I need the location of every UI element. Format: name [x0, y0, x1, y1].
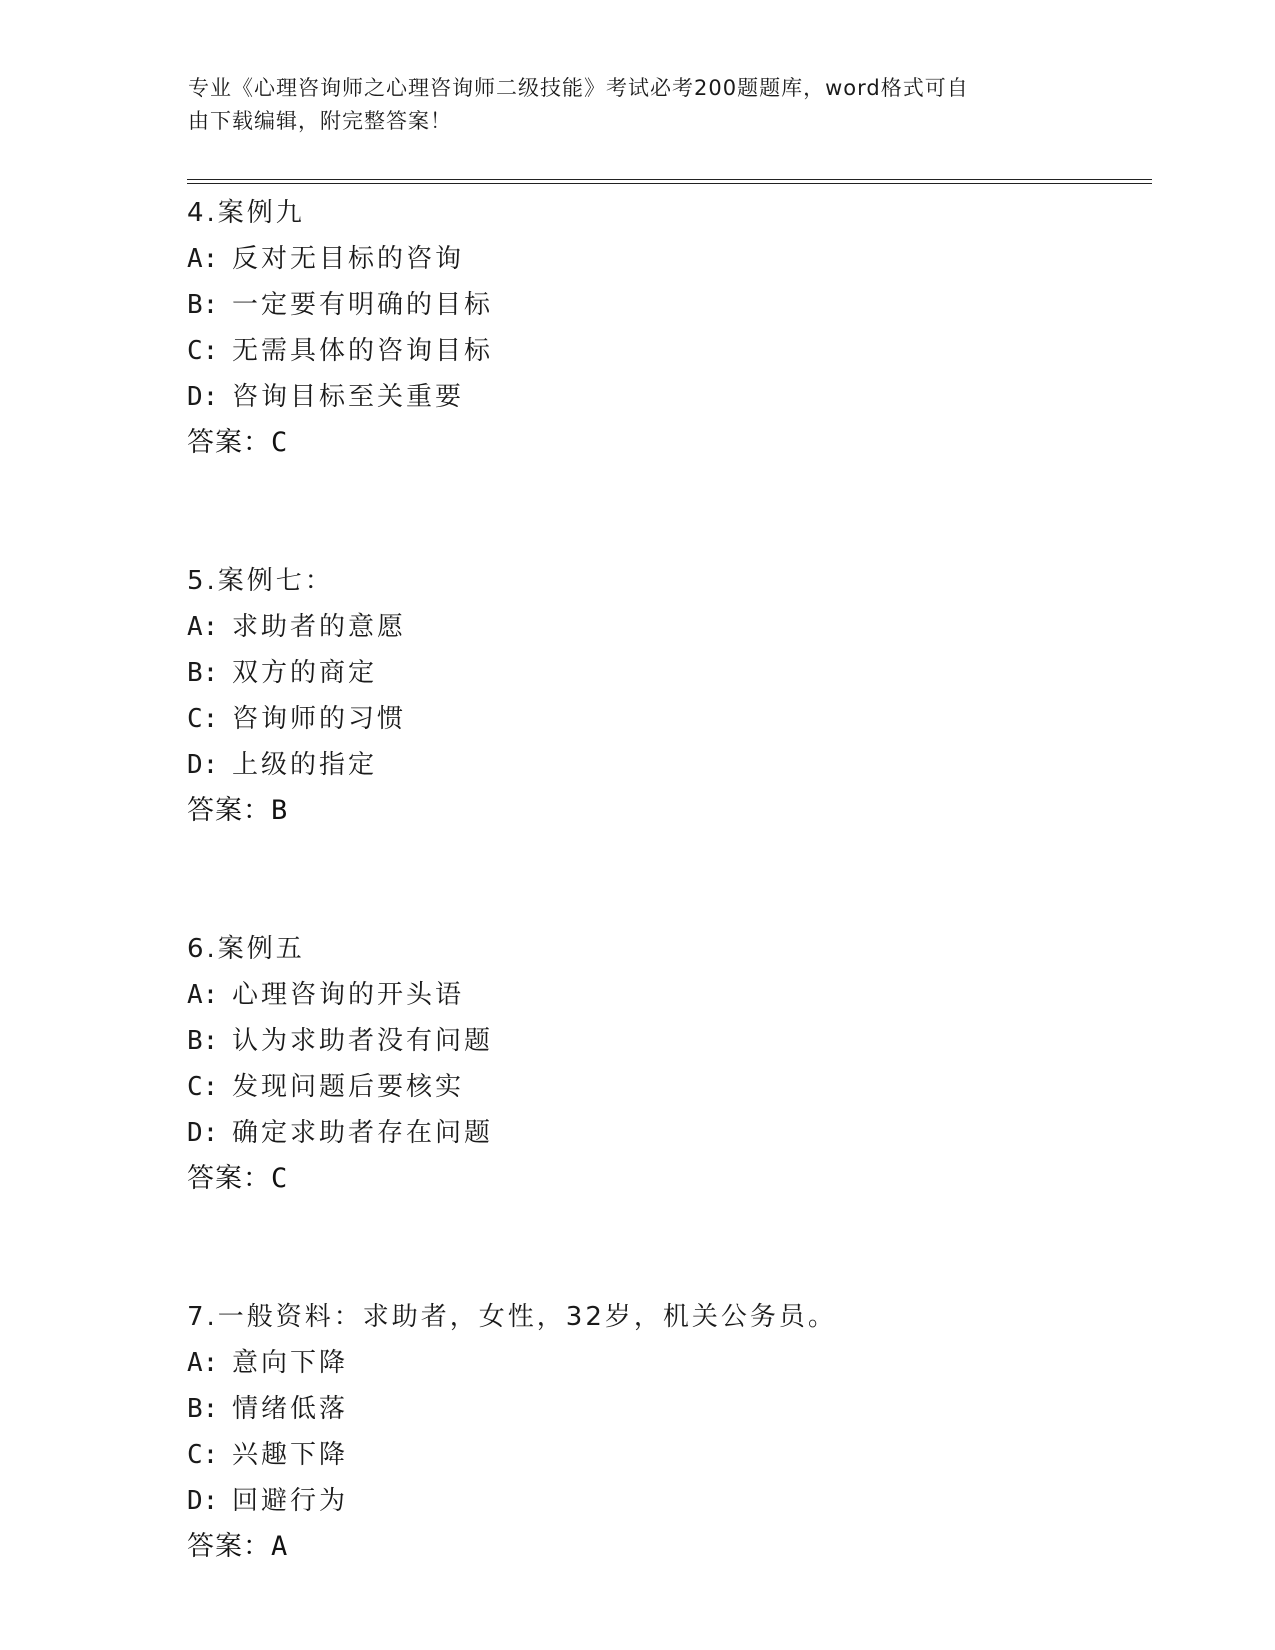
- option-text: 上级的指定: [232, 750, 378, 780]
- option-b: [187, 650, 1147, 696]
- header-line-2: 由下载编辑，附完整答案！: [188, 109, 452, 133]
- option-text: 发现问题后要核实: [232, 1072, 465, 1102]
- answer-value: B: [271, 795, 289, 826]
- option-a: [187, 604, 1147, 650]
- option-text: 求助者的意愿: [232, 612, 407, 642]
- option-d: [187, 1110, 1147, 1156]
- option-letter: C:: [187, 1072, 219, 1102]
- option-letter: B:: [187, 290, 219, 320]
- answer-label: 答案：: [187, 1531, 271, 1562]
- option-letter: B:: [187, 1394, 219, 1424]
- option-letter: D:: [187, 750, 219, 780]
- question-item: [187, 1294, 1147, 1570]
- header-divider-bottom: [187, 183, 1152, 184]
- option-letter: C:: [187, 336, 219, 366]
- option-d: [187, 742, 1147, 788]
- option-a: [187, 236, 1147, 282]
- option-letter: C:: [187, 1440, 219, 1470]
- option-text: 意向下降: [232, 1348, 349, 1378]
- option-letter: D:: [187, 1486, 219, 1516]
- option-letter: A:: [187, 244, 219, 274]
- question-stem: 4.案例九: [187, 198, 305, 228]
- option-text: 确定求助者存在问题: [232, 1118, 494, 1148]
- question-stem: 6.案例五: [187, 934, 305, 964]
- option-text: 一定要有明确的目标: [232, 290, 494, 320]
- option-letter: A:: [187, 612, 219, 642]
- header-divider-top: [187, 179, 1152, 180]
- question-stem: 5.案例七：: [187, 566, 334, 596]
- question-stem: 7.一般资料：求助者，女性，32岁，机关公务员。: [187, 1302, 837, 1332]
- option-c: [187, 1432, 1147, 1478]
- option-text: 心理咨询的开头语: [232, 980, 465, 1010]
- option-c: [187, 696, 1147, 742]
- option-text: 咨询师的习惯: [232, 704, 407, 734]
- option-letter: C:: [187, 704, 219, 734]
- option-a: [187, 972, 1147, 1018]
- header-line-1: 专业《心理咨询师之心理咨询师二级技能》考试必考200题题库，word格式可自: [188, 76, 969, 100]
- question-list: [187, 190, 1147, 1570]
- option-letter: B:: [187, 658, 219, 688]
- question-item: [187, 190, 1147, 466]
- answer-value: A: [271, 1531, 289, 1562]
- option-a: [187, 1340, 1147, 1386]
- answer-value: C: [271, 1163, 289, 1194]
- option-text: 回避行为: [232, 1486, 349, 1516]
- option-letter: D:: [187, 1118, 219, 1148]
- option-text: 咨询目标至关重要: [232, 382, 465, 412]
- option-text: 双方的商定: [232, 658, 378, 688]
- option-letter: D:: [187, 382, 219, 412]
- option-c: [187, 1064, 1147, 1110]
- option-text: 情绪低落: [232, 1394, 349, 1424]
- option-d: [187, 374, 1147, 420]
- option-letter: B:: [187, 1026, 219, 1056]
- question-item: [187, 558, 1147, 834]
- answer-line: [187, 788, 1147, 834]
- option-text: 无需具体的咨询目标: [232, 336, 494, 366]
- option-text: 兴趣下降: [232, 1440, 349, 1470]
- question-spacer: [187, 466, 1147, 558]
- question-item: [187, 926, 1147, 1202]
- answer-line: [187, 1524, 1147, 1570]
- answer-line: [187, 420, 1147, 466]
- option-text: 反对无目标的咨询: [232, 244, 465, 274]
- answer-label: 答案：: [187, 795, 271, 826]
- question-spacer: [187, 1202, 1147, 1294]
- option-b: [187, 1386, 1147, 1432]
- option-letter: A:: [187, 1348, 219, 1378]
- option-c: [187, 328, 1147, 374]
- option-b: [187, 1018, 1147, 1064]
- option-text: 认为求助者没有问题: [232, 1026, 494, 1056]
- answer-label: 答案：: [187, 1163, 271, 1194]
- answer-line: [187, 1156, 1147, 1202]
- option-d: [187, 1478, 1147, 1524]
- option-b: [187, 282, 1147, 328]
- answer-value: C: [271, 427, 289, 458]
- option-letter: A:: [187, 980, 219, 1010]
- document-header: [188, 72, 1068, 138]
- question-spacer: [187, 834, 1147, 926]
- answer-label: 答案：: [187, 427, 271, 458]
